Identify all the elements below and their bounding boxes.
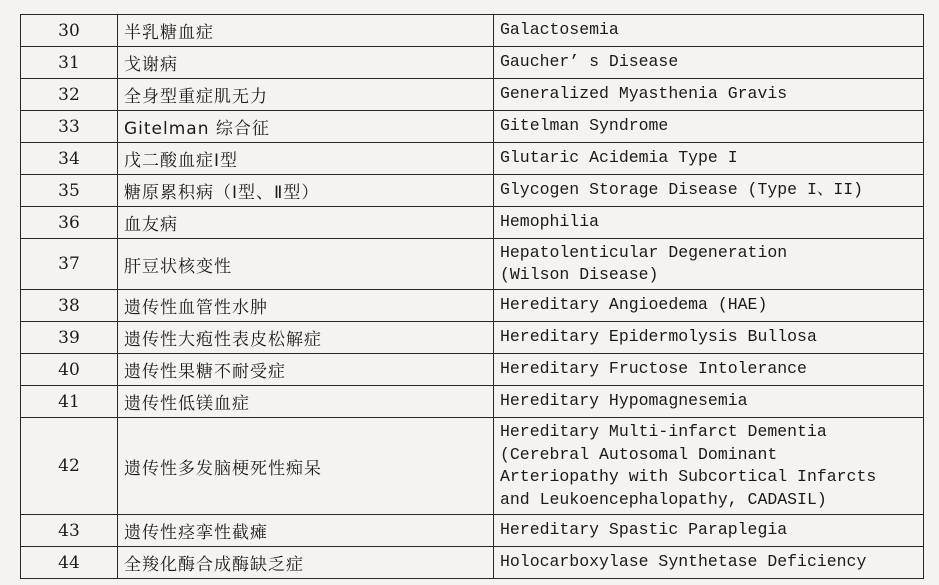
row-number: 38 (21, 290, 118, 322)
chinese-name: 全羧化酶合成酶缺乏症 (118, 547, 494, 579)
english-name: Galactosemia (494, 15, 924, 47)
table-row (21, 515, 924, 547)
english-name: Glutaric Acidemia Type I (494, 143, 924, 175)
english-name: Holocarboxylase Synthetase Deficiency (494, 547, 924, 579)
english-name: Gitelman Syndrome (494, 111, 924, 143)
table-row (21, 47, 924, 79)
english-name: Glycogen Storage Disease (Type I、II) (494, 175, 924, 207)
row-number: 31 (21, 47, 118, 79)
english-name: Hereditary Hypomagnesemia (494, 386, 924, 418)
row-number: 44 (21, 547, 118, 579)
table-row (21, 143, 924, 175)
table-row (21, 547, 924, 579)
chinese-name: 遗传性低镁血症 (118, 386, 494, 418)
row-number: 39 (21, 322, 118, 354)
english-name: Hereditary Epidermolysis Bullosa (494, 322, 924, 354)
chinese-name: 肝豆状核变性 (118, 239, 494, 290)
table-row (21, 386, 924, 418)
row-number: 33 (21, 111, 118, 143)
row-number: 36 (21, 207, 118, 239)
table-row (21, 207, 924, 239)
chinese-name: Gitelman 综合征 (118, 111, 494, 143)
table-row (21, 239, 924, 290)
row-number: 30 (21, 15, 118, 47)
table-row (21, 322, 924, 354)
chinese-name: 全身型重症肌无力 (118, 79, 494, 111)
row-number: 43 (21, 515, 118, 547)
table-row (21, 111, 924, 143)
table-row (21, 354, 924, 386)
row-number: 35 (21, 175, 118, 207)
row-number: 32 (21, 79, 118, 111)
chinese-name: 半乳糖血症 (118, 15, 494, 47)
chinese-name: 血友病 (118, 207, 494, 239)
table-row (21, 15, 924, 47)
english-name: Hereditary Fructose Intolerance (494, 354, 924, 386)
rare-disease-table (20, 14, 924, 579)
chinese-name: 遗传性血管性水肿 (118, 290, 494, 322)
chinese-name: 遗传性痉挛性截瘫 (118, 515, 494, 547)
english-name: Hereditary Spastic Paraplegia (494, 515, 924, 547)
english-name: Generalized Myasthenia Gravis (494, 79, 924, 111)
row-number: 41 (21, 386, 118, 418)
row-number: 40 (21, 354, 118, 386)
english-name: Hepatolenticular Degeneration (Wilson Disease) (494, 239, 924, 290)
row-number: 34 (21, 143, 118, 175)
table-row (21, 175, 924, 207)
table-row (21, 418, 924, 515)
row-number: 37 (21, 239, 118, 290)
chinese-name: 遗传性果糖不耐受症 (118, 354, 494, 386)
english-name: Hemophilia (494, 207, 924, 239)
table-row (21, 79, 924, 111)
table-row (21, 290, 924, 322)
english-name: Hereditary Angioedema (HAE) (494, 290, 924, 322)
chinese-name: 遗传性多发脑梗死性痴呆 (118, 418, 494, 515)
chinese-name: 戈谢病 (118, 47, 494, 79)
chinese-name: 遗传性大疱性表皮松解症 (118, 322, 494, 354)
english-name: Hereditary Multi-infarct Dementia (Cerebral Autosomal Dominant Arteriopathy with Subcortical Infarcts and Leukoencephalopathy, CADASIL) (494, 418, 924, 515)
row-number: 42 (21, 418, 118, 515)
chinese-name: 戊二酸血症Ⅰ型 (118, 143, 494, 175)
english-name: Gaucher’ s Disease (494, 47, 924, 79)
chinese-name: 糖原累积病（Ⅰ型、Ⅱ型） (118, 175, 494, 207)
